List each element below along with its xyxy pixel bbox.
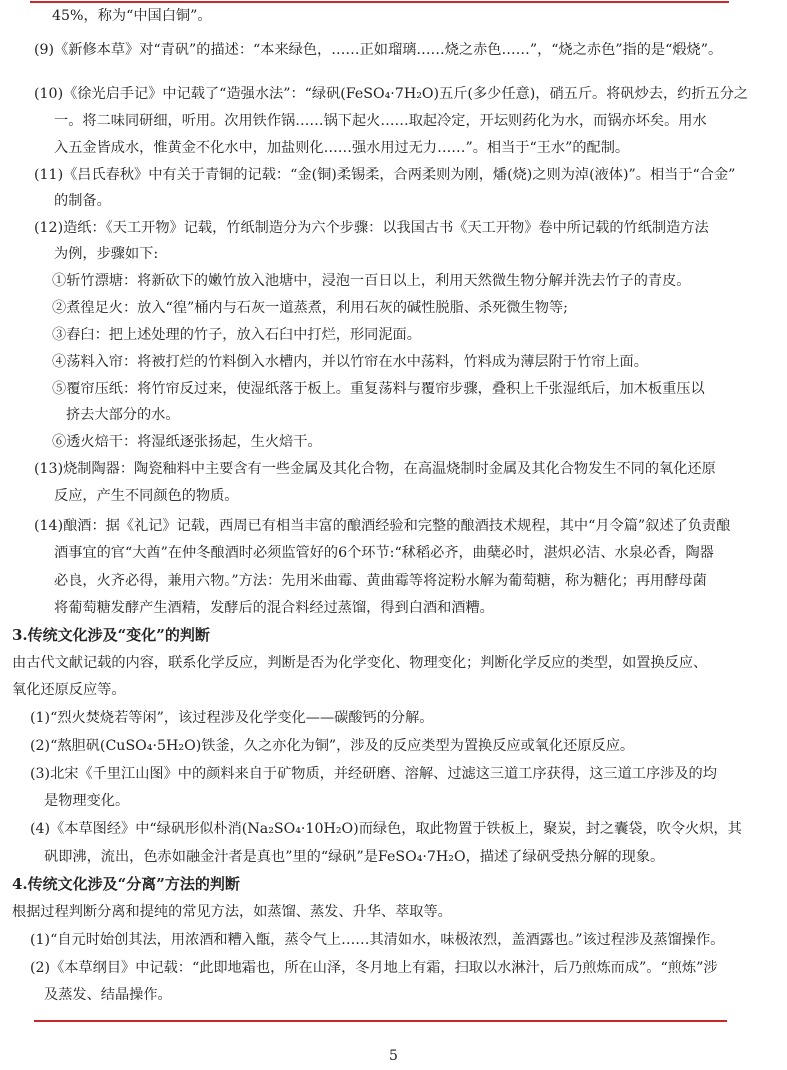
text-line: (13)烧制陶器：陶瓷釉料中主要含有一些金属及其化合物，在高温烧制时金属及其化合物发生不同的氧化还原 [34,461,716,477]
text-line: ④荡料入帘：将被打烂的竹料倒入水槽内，并以竹帘在水中荡料，竹料成为薄层附于竹帘上面。 [52,354,648,370]
text-line: ⑥透火焙干：将湿纸逐张扬起，生火焙干。 [52,434,322,450]
section-heading: 3.传统文化涉及“变化”的判断 [12,626,210,644]
top-rule [30,1,729,3]
text-line: (12)造纸：《天工开物》记载，竹纸制造分为六个步骤：以我国古书《天工开物》卷中所记载的竹纸制造方法 [34,220,709,236]
text-line: (14)酿酒：据《礼记》记载，西周已有相当丰富的酿酒经验和完整的酿酒技术规程，其中“月令篇”叙述了负责酿 [34,518,731,534]
section-heading: 4.传统文化涉及“分离”方法的判断 [12,875,240,893]
text-line: 根据过程判断分离和提纯的常见方法，如蒸馏、蒸发、升华、萃取等。 [12,904,452,920]
text-line: 将葡萄糖发酵产生酒精，发酵后的混合料经过蒸馏，得到白酒和酒糟。 [54,600,494,616]
text-line: ⑤覆帘压纸：将竹帘反过来，使湿纸落于板上。重复荡料与覆帘步骤，叠积上千张湿纸后，加木板重压以 [52,381,705,397]
text-line: 氧化还原反应等。 [12,682,126,698]
text-line: 及蒸发、结晶操作。 [44,987,172,1003]
text-line: 是物理变化。 [44,793,130,809]
page-number: 5 [389,1048,398,1064]
bottom-rule [34,1020,727,1022]
text-line: 挤去大部分的水。 [66,407,180,423]
text-line: 反应，产生不同颜色的物质。 [54,488,239,504]
text-line: ①斩竹漂塘：将新砍下的嫩竹放入池塘中，浸泡一百日以上，利用天然微生物分解并洗去竹子的青皮。 [52,273,691,289]
text-line: ②煮徨足火：放入“徨”桶内与石灰一道蒸煮，利用石灰的碱性脱脂、杀死微生物等; [52,300,568,316]
text-line: (4)《本草图经》中“绿矾形似朴消(Na₂SO₄·10H₂O)而绿色，取此物置于铁板上，聚炭，封之囊袋，吹令火炽，其 [30,821,742,837]
text-line: (11)《吕氏春秋》中有关于青铜的记载：“金(铜)柔锡柔，合两柔则为刚，燔(烧)之则为淖(液体)”。相当于“合金” [34,167,736,183]
text-line: (2)《本草纲目》中记载：“此即地霜也，所在山泽，冬月地上有霜，扫取以水淋汁，后乃煎炼而成”。“煎炼”涉 [30,960,718,976]
text-line: ③舂臼：把上述处理的竹子，放入石臼中打烂，形同泥面。 [52,327,421,343]
text-line: (3)北宋《千里江山图》中的颜料来自于矿物质，并经研磨、溶解、过滤这三道工序获得，这三道工序涉及的均 [30,766,717,782]
text-line: (10)《徐光启手记》中记载了“造强水法”：“绿矾(FeSO₄·7H₂O)五斤(多少任意)，硝五斤。将矾炒去，约折五分之 [34,86,749,102]
text-line: 的制备。 [54,193,111,209]
text-line: 由古代文献记载的内容，联系化学反应，判断是否为化学变化、物理变化；判断化学反应的类型，如置换反应、 [12,655,708,671]
text-line: (1)“烈火焚烧若等闲”，该过程涉及化学变化——碳酸钙的分解。 [30,710,434,726]
text-line: (2)“熬胆矾(CuSO₄·5H₂O)铁釜，久之亦化为铜”，涉及的反应类型为置换反应或氧化还原反应。 [30,738,635,754]
text-line: 酒事宜的官“大酋”在仲冬酿酒时必须监管好的6个环节:“秫稻必齐，曲蘖必时，湛炽必洁、水泉必香，陶器 [54,545,714,561]
text-line: (9)《新修本草》对“青矾”的描述：“本来绿色，……正如瑠璃……烧之赤色……”，“烧之赤色”指的是“煅烧”。 [34,42,723,58]
text-line: 矾即沸，流出，色赤如融金汁者是真也”里的“绿矾”是FeSO₄·7H₂O，描述了绿矾受热分解的现象。 [44,849,665,865]
text-line: 必良，火齐必得，兼用六物。”方法：先用米曲霉、黄曲霉等将淀粉水解为葡萄糖，称为糖化；再用酵母菌 [54,573,707,589]
text-line: 入五金皆成水，惟黄金不化水中，加盐则化……强水用过无力……”。相当于“王水”的配制。 [54,140,630,156]
text-line: 一。将二味同研细，听用。次用铁作锅……锅下起火……取起冷定，开坛则药化为水，而锅亦坏矣。用水 [54,113,707,129]
text-line: 45%，称为“中国白铜”。 [52,8,212,24]
text-line: (1)“自元时始创其法，用浓酒和糟入甑，蒸令气上……其清如水，味极浓烈，盖酒露也。”该过程涉及蒸馏操作。 [30,932,725,948]
text-line: 为例，步骤如下: [54,246,159,262]
